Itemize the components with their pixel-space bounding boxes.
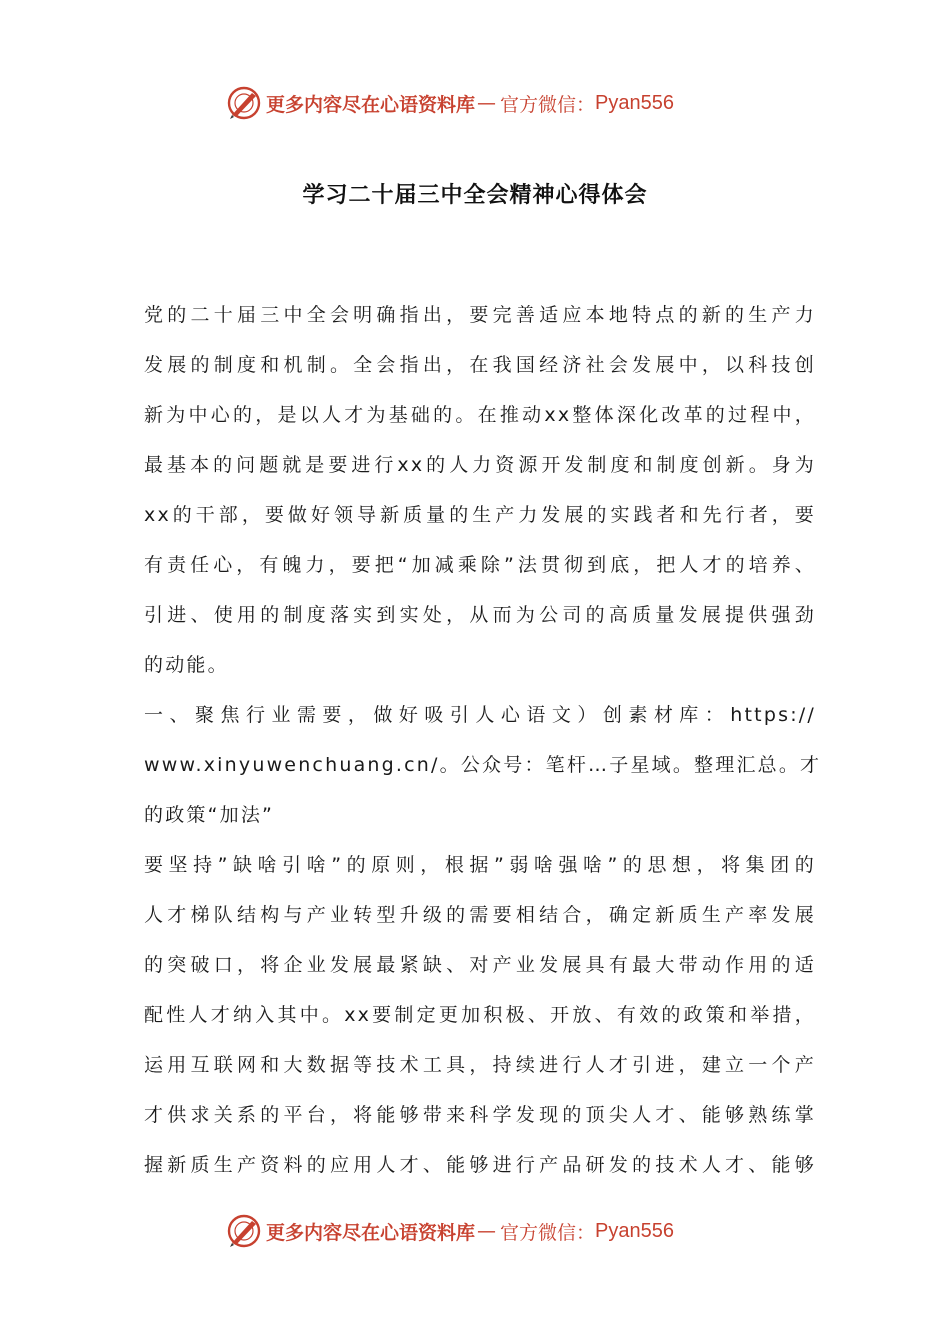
text-line: www.xinyuwenchuang.cn/。公众号：笔杆…子星域。整理汇总。才 — [144, 754, 822, 776]
wechat-id: Pyan556 — [595, 1219, 674, 1242]
text-line: 配性人才纳入其中。xx要制定更加积极、开放、有效的政策和举措， — [144, 1004, 816, 1026]
text-line: 的动能。 — [144, 654, 229, 676]
watermark-text: 更多内容尽在心语资料库 — [266, 1221, 476, 1244]
watermark-text: 更多内容尽在心语资料库 — [266, 93, 476, 116]
text-line: 党的二十届三中全会明确指出，要完善适应本地特点的新的生产力 — [144, 304, 816, 326]
text-line: 才供求关系的平台，将能够带来科学发现的顶尖人才、能够熟练掌 — [144, 1104, 816, 1126]
wechat-label: 官方微信： — [500, 93, 596, 116]
wechat-id: Pyan556 — [595, 91, 674, 114]
watermark-separator: — — [477, 1220, 497, 1242]
text-line: 有责任心，有魄力，要把“加减乘除”法贯彻到底，把人才的培养、 — [144, 554, 816, 576]
section-heading-line: 一、聚焦行业需要，做好吸引人心语文）创素材库：https:// — [144, 704, 816, 726]
watermark-banner-bottom — [226, 1211, 674, 1251]
pen-in-circle-icon — [226, 85, 262, 121]
wechat-label: 官方微信： — [500, 1221, 596, 1244]
text-line: 运用互联网和大数据等技术工具，持续进行人才引进，建立一个产 — [144, 1054, 816, 1076]
text-line: 握新质生产资料的应用人才、能够进行产品研发的技术人才、能够 — [144, 1154, 816, 1176]
text-line: 的突破口，将企业发展最紧缺、对产业发展具有最大带动作用的适 — [144, 954, 816, 976]
text-line: xx的干部，要做好领导新质量的生产力发展的实践者和先行者，要 — [144, 504, 816, 526]
text-line: 引进、使用的制度落实到实处，从而为公司的高质量发展提供强劲 — [144, 604, 816, 626]
document-title: 学习二十届三中全会精神心得体会 — [302, 183, 648, 208]
text-line: 人才梯队结构与产业转型升级的需要相结合，确定新质生产率发展 — [144, 904, 816, 926]
pen-in-circle-icon — [226, 1213, 262, 1249]
text-line: 的政策“加法” — [144, 804, 275, 826]
text-line: 发展的制度和机制。全会指出，在我国经济社会发展中，以科技创 — [144, 354, 816, 376]
text-line: 最基本的问题就是要进行xx的人力资源开发制度和制度创新。身为 — [144, 454, 816, 476]
watermark-banner-top — [226, 83, 674, 123]
watermark-separator: — — [477, 92, 497, 114]
text-line: 新为中心的，是以人才为基础的。在推动xx整体深化改革的过程中， — [144, 404, 816, 426]
text-line: 要坚持”缺啥引啥”的原则，根据”弱啥强啥”的思想，将集团的 — [144, 854, 816, 876]
document-body — [144, 290, 822, 1190]
